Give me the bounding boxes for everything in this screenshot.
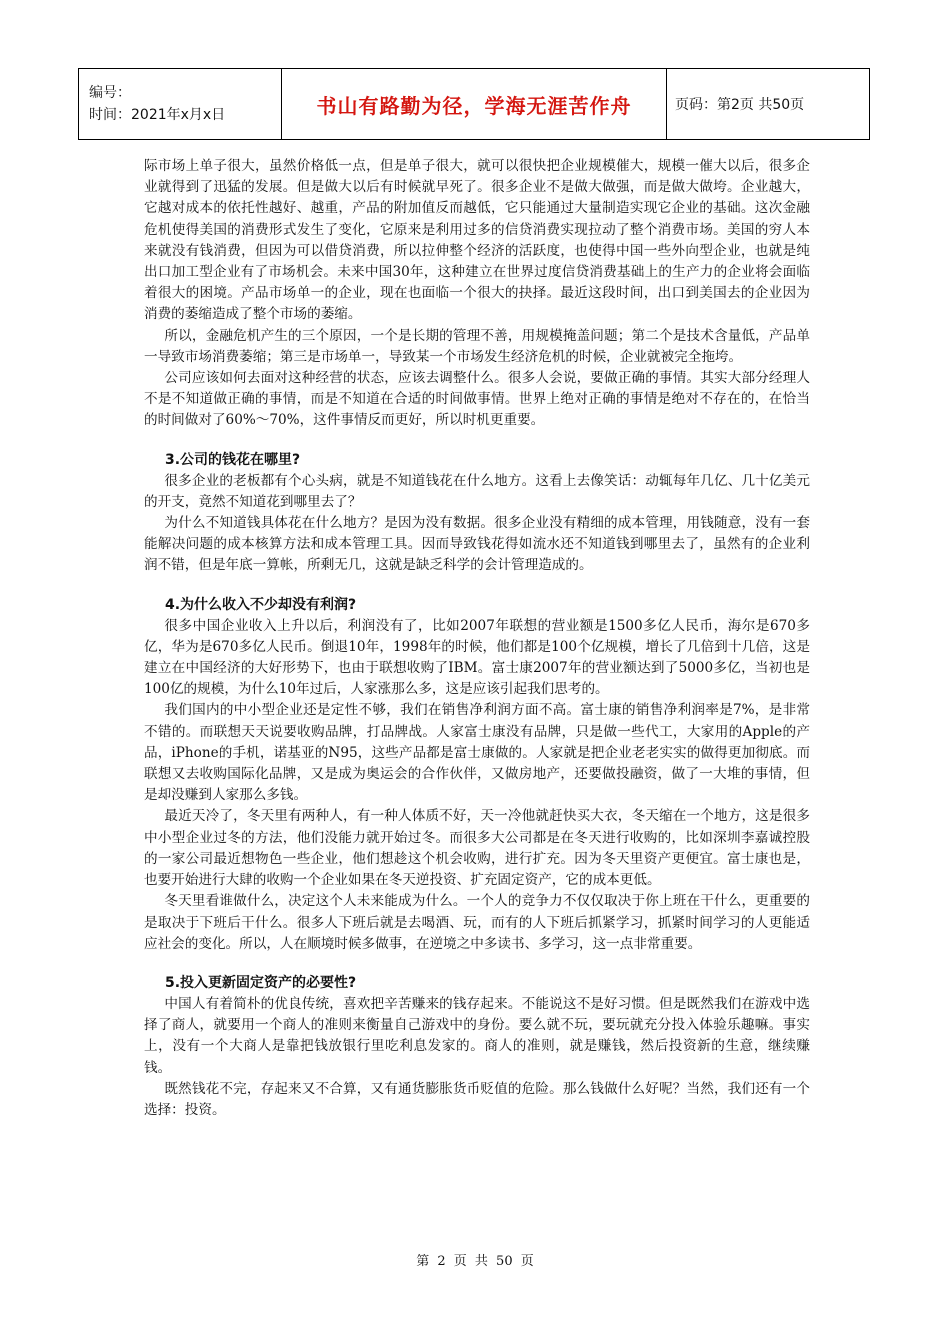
header-motto: 书山有路勤为径，学海无涯苦作舟 (282, 69, 667, 140)
paragraph: 公司应该如何去面对这种经营的状态，应该去调整什么。很多人会说，要做正确的事情。其实大部分经理人不是不知道做正确的事情，而是不知道在合适的时间做事情。世界上绝对正确的事情是绝对不存在的，在恰当的时间做对了60%～70%，这件事情反而更好，所以时机更重要。 (144, 370, 810, 429)
paragraph: 我们国内的中小型企业还是定性不够，我们在销售净利润方面不高。富士康的销售净利润率是7%，是非常不错的。而联想天天说要收购品牌，打品牌战。人家富士康没有品牌，只是做一些代工，大家用的Apple的产品，iPhone的手机，诺基亚的N95，这些产品都是富士康做的。人家就是把企业老老实实的做得更加彻底。而联想又去收购国际化品牌，又是成为奥运会的合作伙伴，又做房地产，还要做投融资，做了一大堆的事情，但是却没赚到人家那么多钱。 (144, 702, 810, 804)
section-heading: 3.公司的钱花在哪里? (165, 451, 301, 468)
document-body (144, 156, 810, 1121)
paragraph: 际市场上单子很大，虽然价格低一点，但是单子很大，就可以很快把企业规模催大，规模一催大以后，很多企业就得到了迅猛的发展。但是做大以后有时候就早死了。很多企业不是做大做强，而是做大做垮。企业越大，它越对成本的依托性越好、越重，产品的附加值反而越低，它只能通过大量制造实现它企业的基础。这次金融危机使得美国的消费形式发生了变化，它原来是利用过多的信贷消费实现拉动了整个消费市场。美国的穷人本来就没有钱消费，但因为可以借贷消费，所以拉伸整个经济的活跃度，也使得中国一些外向型企业，也就是纯出口加工型企业有了市场机会。未来中国30年，这种建立在世界过度信贷消费基础上的生产力的企业将会面临着很大的困境。产品市场单一的企业，现在也面临一个很大的抉择。最近这段时间，出口到美国去的企业因为消费的萎缩造成了整个市场的萎缩。 (144, 158, 810, 323)
paragraph: 所以，金融危机产生的三个原因，一个是长期的管理不善，用规模掩盖问题；第二个是技术含量低，产品单一导致市场消费萎缩；第三是市场单一，导致某一个市场发生经济危机的时候，企业就被完全拖垮。 (144, 327, 810, 365)
page-footer: 第 2 页 共 50 页 (416, 1254, 534, 1269)
paragraph: 冬天里看谁做什么，决定这个人未来能成为什么。一个人的竞争力不仅仅取决于你上班在干什么，更重要的是取决于下班后干什么。很多人下班后就是去喝酒、玩，而有的人下班后抓紧学习，抓紧时间学习的人更能适应社会的变化。所以，人在顺境时候多做事，在逆境之中多读书、多学习，这一点非常重要。 (144, 893, 810, 952)
paragraph: 中国人有着简朴的优良传统，喜欢把辛苦赚来的钱存起来。不能说这不是好习惯。但是既然我们在游戏中选择了商人，就要用一个商人的准则来衡量自己游戏中的身份。要么就不玩，要玩就充分投入体验乐趣嘛。事实上，没有一个大商人是靠把钱放银行里吃利息发家的。商人的准则，就是赚钱，然后投资新的生意，继续赚钱。 (144, 995, 810, 1076)
page-header (78, 68, 870, 140)
paragraph: 很多中国企业收入上升以后，利润没有了，比如2007年联想的营业额是1500多亿人民币，海尔是670多亿，华为是670多亿人民币。倒退10年，1998年的时候，他们都是100个亿规模，增长了几倍到十几倍，这是建立在中国经济的大好形势下，也由于联想收购了IBM。富士康2007年的营业额达到了5000多亿，当初也是100亿的规模，为什么10年过后，人家涨那么多，这是应该引起我们思考的。 (144, 617, 810, 698)
section-heading: 5.投入更新固定资产的必要性? (165, 974, 357, 991)
paragraph: 为什么不知道钱具体花在什么地方？是因为没有数据。很多企业没有精细的成本管理，用钱随意，没有一套能解决问题的成本核算方法和成本管理工具。因而导致钱花得如流水还不知道钱到哪里去了，虽然有的企业利润不错，但是年底一算帐，所剩无几，这就是缺乏科学的会计管理造成的。 (144, 515, 810, 574)
paragraph: 很多企业的老板都有个心头病，就是不知道钱花在什么地方。这看上去像笑话：动辄每年几亿、几十亿美元的开支，竟然不知道花到哪里去了？ (144, 472, 810, 510)
header-meta (79, 69, 282, 140)
date-line: 时间：2021年x月x日 (89, 107, 226, 123)
paragraph: 最近天冷了，冬天里有两种人，有一种人体质不好，天一冷他就赶快买大衣，冬天缩在一个地方，这是很多中小型企业过冬的方法，他们没能力就开始过冬。而很多大公司都是在冬天进行收购的，比如深圳李嘉诚控股的一家公司最近想物色一些企业，他们想趁这个机会收购，进行扩充。因为冬天里资产更便宜。富士康也是，也要开始进行大肆的收购一个企业如果在冬天逆投资、扩充固定资产，它的成本更低。 (144, 808, 810, 889)
section-heading: 4.为什么收入不少却没有利润? (165, 596, 357, 613)
header-page-info: 页码：第2页 共50页 (667, 69, 870, 140)
number-label: 编号： (89, 85, 131, 101)
paragraph: 既然钱花不完，存起来又不合算，又有通货膨胀货币贬值的危险。那么钱做什么好呢？当然，我们还有一个选择：投资。 (144, 1080, 810, 1118)
